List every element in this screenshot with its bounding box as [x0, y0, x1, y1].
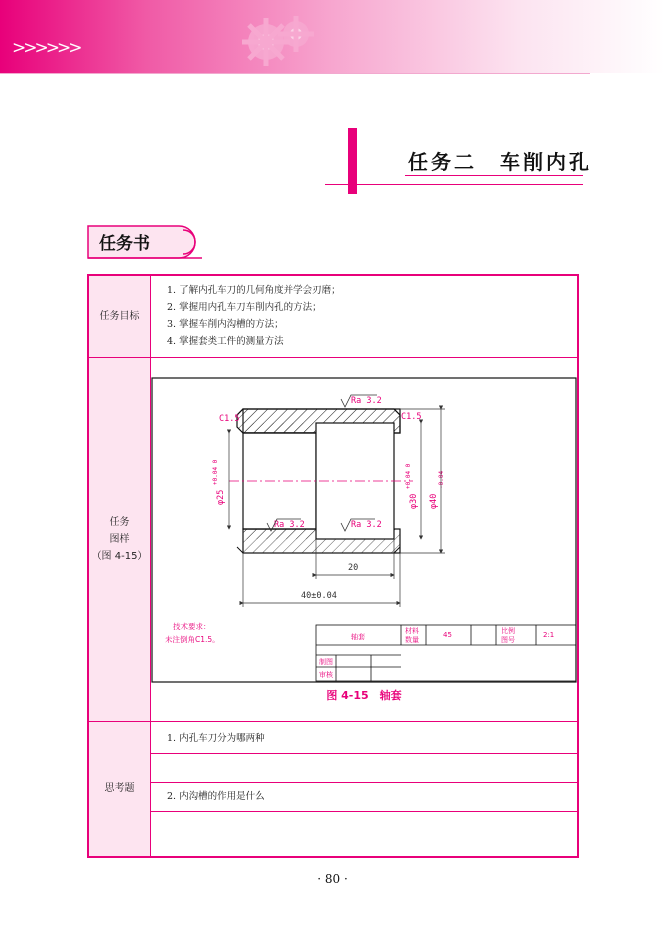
engineering-drawing	[151, 377, 577, 683]
diameter-right-label: φ30	[409, 493, 419, 509]
answer-line	[151, 754, 577, 783]
length-40-label: 40±0.04	[301, 591, 337, 601]
title-block-check-label: 审核	[319, 671, 333, 679]
gear-icon	[238, 8, 318, 72]
section-tab	[87, 225, 202, 259]
roughness-left-label: Ra 3.2	[274, 520, 305, 530]
goal-list	[151, 275, 579, 357]
diameter-right-tolerance: +0.04 0	[405, 463, 412, 489]
tech-requirement-title: 技术要求：	[173, 622, 211, 631]
question-item: 2. 内沟槽的作用是什么	[151, 783, 577, 812]
drawing-label	[88, 357, 151, 721]
goal-item: 3. 掌握车削内沟槽的方法；	[167, 319, 284, 331]
questions-cell	[151, 721, 579, 857]
header-divider	[0, 73, 590, 74]
diameter-left-label: φ25	[216, 489, 226, 505]
goal-item: 4. 掌握套类工件的测量方法	[167, 336, 284, 348]
roughness-top-label: Ra 3.2	[351, 396, 382, 406]
figure-caption: 图 4-15 轴套	[326, 689, 402, 702]
title-block-drawno-label: 图号	[501, 636, 515, 644]
diameter-left-tolerance: +0.04 0	[212, 459, 219, 485]
page-number: · 80 ·	[317, 872, 348, 886]
chevron-decoration-icon: >>>>>>	[12, 38, 80, 58]
section-tab-label: 任务书	[99, 234, 150, 254]
answer-line	[151, 812, 577, 852]
goal-item: 2. 掌握用内孔车刀车削内孔的方法；	[167, 302, 322, 314]
title-block-draw-label: 制图	[319, 658, 333, 666]
title-underline	[405, 175, 583, 176]
roughness-right-label: Ra 3.2	[351, 520, 382, 530]
task-table	[87, 274, 579, 858]
question-item: 1. 内孔车刀分为哪两种	[151, 725, 577, 754]
title-underline-long	[325, 184, 583, 185]
diameter-outer-tolerance: -0.04	[438, 470, 445, 489]
drawing-label-line: 任务	[109, 516, 130, 528]
title-block-scale-value: 2:1	[543, 631, 555, 639]
drawing-label-line: 图样	[109, 533, 130, 545]
title-block-part-name: 轴套	[351, 633, 365, 641]
title-block-material-value: 45	[443, 631, 452, 639]
header-band	[0, 0, 665, 73]
goal-label: 任务目标	[88, 275, 151, 357]
drawing-cell	[151, 357, 579, 721]
bushing-section	[229, 409, 413, 553]
length-20-label: 20	[348, 563, 359, 573]
diameter-outer-label: φ40	[429, 493, 439, 509]
chamfer-left-label: C1.5	[219, 414, 240, 424]
title-block-qty-label: 数量	[405, 636, 419, 644]
drawing-label-line: （图 4-15）	[91, 550, 148, 562]
goal-item: 1. 了解内孔车刀的几何角度并学会刃磨；	[167, 285, 341, 297]
questions-label: 思考题	[88, 721, 151, 857]
tech-requirement-text: 未注倒角C1.5。	[165, 635, 220, 644]
page-title: 任务二 车削内孔	[408, 150, 592, 174]
chamfer-right-label: C1.5	[401, 412, 422, 422]
title-block-scale-label: 比例	[501, 627, 515, 635]
title-block-material-label: 材料	[405, 627, 419, 635]
